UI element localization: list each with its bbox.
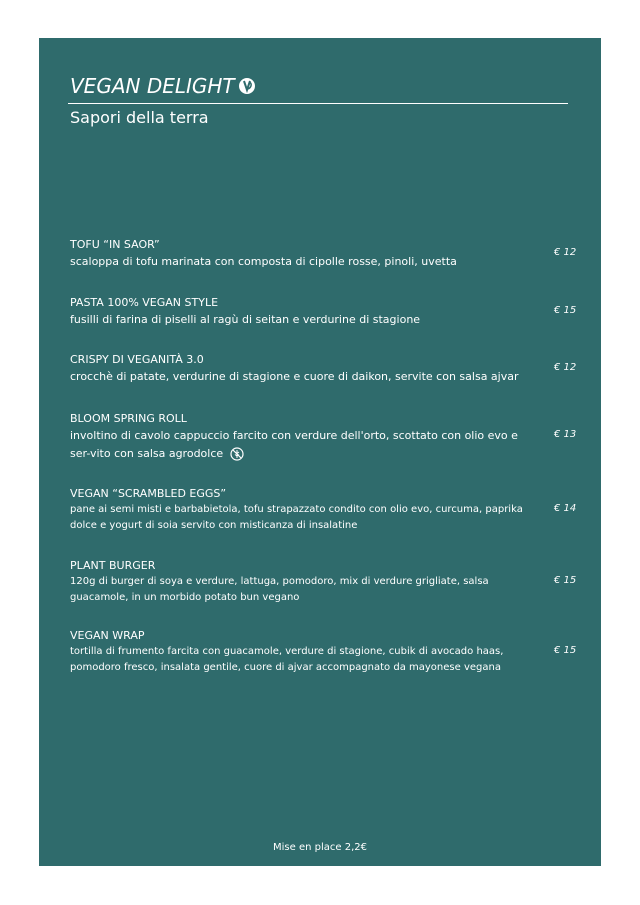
- item-price: € 14: [554, 503, 577, 514]
- item-price: € 15: [554, 305, 577, 316]
- item-name: VEGAN “SCRAMBLED EGGS”: [70, 487, 227, 500]
- item-name: TOFU “IN SAOR”: [70, 238, 160, 251]
- item-desc: scaloppa di tofu marinata con composta di cipolle rosse, pinoli, uvetta: [70, 255, 457, 268]
- menu-panel: [39, 38, 601, 866]
- item-name: PASTA 100% VEGAN STYLE: [70, 296, 219, 309]
- item-desc: tortilla di frumento farcita con guacamole, verdure di stagione, cubik di avocado haas, pomodoro fresco, insalata gentile, cuore di ajvar accompagnato da mayonese vegana: [70, 646, 504, 673]
- menu-item: [70, 411, 590, 463]
- menu-title: [70, 74, 256, 98]
- menu-title-text: VEGAN DELIGHT: [70, 74, 235, 98]
- gluten-free-icon: [230, 447, 244, 461]
- item-price: € 12: [554, 362, 577, 373]
- item-desc: fusilli di farina di piselli al ragù di seitan e verdurine di stagione: [70, 313, 421, 326]
- item-price: € 12: [554, 247, 577, 258]
- item-name: CRISPY DI VEGANITÀ 3.0: [70, 353, 204, 366]
- item-price: € 15: [554, 645, 577, 656]
- menu-item: [70, 237, 590, 271]
- menu-item: [70, 558, 590, 606]
- item-desc: crocchè di patate, verdurine di stagione e cuore di daikon, servite con salsa ajvar: [70, 370, 519, 383]
- item-name: PLANT BURGER: [70, 559, 156, 572]
- item-desc: 120g di burger di soya e verdure, lattuga, pomodoro, mix di verdure grigliate, salsa guacamole, in un morbido potato bun vegano: [70, 576, 489, 603]
- menu-item: [70, 628, 590, 676]
- mise-en-place-note: Mise en place 2,2€: [273, 842, 367, 853]
- menu-item: [70, 352, 590, 386]
- menu-item: [70, 486, 590, 534]
- menu-subtitle: Sapori della terra: [70, 108, 209, 127]
- item-desc: [70, 427, 525, 463]
- menu-item: [70, 295, 590, 329]
- item-name: BLOOM SPRING ROLL: [70, 412, 187, 425]
- item-desc: pane ai semi misti e barbabietola, tofu strapazzato condito con olio evo, curcuma, paprika dolce e yogurt di soia servito con misticanza di insalatine: [70, 504, 523, 531]
- item-price: € 15: [554, 575, 577, 586]
- vegan-leaf-icon: [238, 77, 256, 95]
- item-desc-text: involtino di cavolo cappuccio farcito con verdure dell'orto, scottato con olio evo e ser-vito con salsa agrodolce: [70, 429, 518, 460]
- title-divider: [68, 103, 568, 104]
- item-name: VEGAN WRAP: [70, 629, 145, 642]
- item-price: € 13: [554, 429, 577, 440]
